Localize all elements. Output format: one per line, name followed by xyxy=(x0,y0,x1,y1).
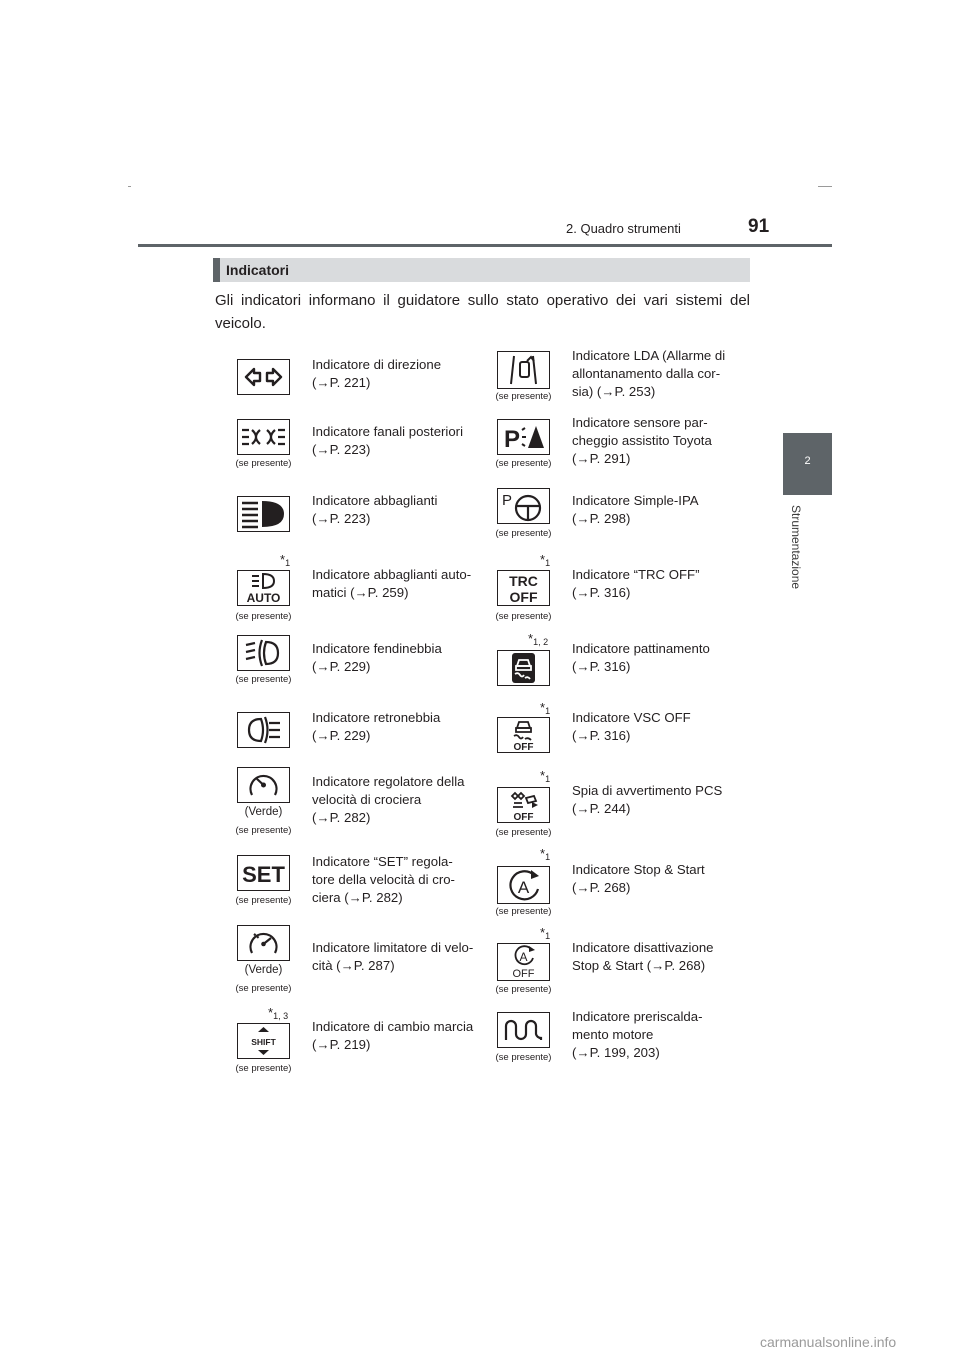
svg-text:P: P xyxy=(504,426,521,453)
left-desc-9: Indicatore di cambio marcia (→P. 219) xyxy=(312,1019,474,1052)
svg-text:TRC: TRC xyxy=(509,573,538,589)
chapter-tab-number: 2 xyxy=(804,455,811,467)
if-present-note: (se presente) xyxy=(235,825,292,836)
if-present-note: (se presente) xyxy=(235,674,292,685)
left-desc-4: Indicatore fendinebbia (→P. 229) xyxy=(312,641,442,674)
right-desc-4: Indicatore pattinamento (→P. 316) xyxy=(572,641,710,674)
right-desc-2: Indicatore Simple-IPA (→P. 298) xyxy=(572,493,699,526)
glow-plug-icon xyxy=(497,1012,550,1048)
if-present-note: (se presente) xyxy=(495,528,552,539)
green-note: (Verde) xyxy=(244,964,283,976)
left-desc-6: Indicatore regolatore della velocità di crociera (→P. 282) xyxy=(312,774,465,825)
svg-text:A: A xyxy=(519,950,528,964)
footnote-mark: $*_1$ xyxy=(540,846,551,862)
if-present-note: (se presente) xyxy=(235,983,292,994)
page-number: 91 xyxy=(748,216,770,237)
rear-fog-icon xyxy=(237,712,290,748)
svg-text:SHIFT: SHIFT xyxy=(251,1037,276,1047)
svg-text:A: A xyxy=(517,878,530,897)
pcs-icon xyxy=(497,787,550,823)
section-heading xyxy=(213,258,750,282)
if-present-note: (se presente) xyxy=(495,611,552,622)
lda-icon xyxy=(497,351,550,389)
svg-text:OFF: OFF xyxy=(513,742,534,752)
if-present-note: (se presente) xyxy=(235,895,292,906)
shift-icon xyxy=(237,1023,290,1059)
trc-off-icon xyxy=(497,570,550,606)
svg-text:OFF: OFF xyxy=(512,968,535,980)
section-heading-accent xyxy=(213,258,220,282)
section-title: Indicatori xyxy=(226,262,290,278)
left-desc-1: Indicatore fanali posteriori (→P. 223) xyxy=(312,424,464,457)
right-desc-6: Spia di avvertimento PCS (→P. 244) xyxy=(572,783,723,816)
right-desc-9: Indicatore preriscalda- mento motore (→P. 199, 203) xyxy=(572,1009,703,1060)
footnote-mark: $*_1$ xyxy=(540,768,551,784)
right-desc-3: Indicatore “TRC OFF” (→P. 316) xyxy=(572,567,700,600)
if-present-note: (se presente) xyxy=(235,1063,292,1074)
if-present-note: (se presente) xyxy=(495,827,552,838)
slip-icon xyxy=(497,650,550,686)
svg-text:SET: SET xyxy=(242,862,285,887)
front-fog-icon xyxy=(237,635,290,671)
green-note: (Verde) xyxy=(244,806,283,818)
left-desc-7: Indicatore “SET” regola- tore della velocità di cro- ciera (→P. 282) xyxy=(312,854,455,905)
header-rule xyxy=(138,244,832,247)
if-present-note: (se presente) xyxy=(495,391,552,402)
footnote-mark: $*_{1, 3}$ xyxy=(268,1005,289,1021)
chapter-title: 2. Quadro strumenti xyxy=(566,221,681,236)
left-desc-8: Indicatore limitatore di velo- cità (→P. 287) xyxy=(312,940,474,973)
chapter-tab-label: Strumentazione xyxy=(789,505,803,590)
footnote-mark: $*_1$ xyxy=(540,925,551,941)
if-present-note: (se presente) xyxy=(235,458,292,469)
footnote-mark: $*_1$ xyxy=(540,700,551,716)
left-desc-3: Indicatore abbaglianti auto- matici (→P. 259) xyxy=(312,567,472,600)
right-desc-0: Indicatore LDA (Allarme di allontanamento dalla cor- sia) (→P. 253) xyxy=(572,348,726,399)
watermark: carmanualsonline.info xyxy=(760,1334,897,1350)
set-icon xyxy=(237,855,290,891)
cruise-control-icon xyxy=(237,767,290,803)
turn-signal-icon xyxy=(237,359,290,395)
stop-start-icon xyxy=(497,866,550,904)
stop-start-off-icon xyxy=(497,943,550,981)
vsc-off-icon xyxy=(497,717,550,753)
left-desc-0: Indicatore di direzione (→P. 221) xyxy=(312,357,442,390)
right-desc-8: Indicatore disattivazione Stop & Start (→P. 268) xyxy=(572,940,714,973)
left-desc-5: Indicatore retronebbia (→P. 229) xyxy=(312,710,441,743)
svg-text:AUTO: AUTO xyxy=(246,591,281,605)
tail-lights-icon xyxy=(237,419,290,455)
right-desc-7: Indicatore Stop & Start (→P. 268) xyxy=(572,862,705,895)
left-desc-2: Indicatore abbaglianti (→P. 223) xyxy=(312,493,438,526)
if-present-note: (se presente) xyxy=(495,984,552,995)
svg-text:OFF: OFF xyxy=(509,589,538,605)
high-beam-icon xyxy=(237,496,290,532)
simple-ipa-icon xyxy=(497,488,550,524)
if-present-note: (se presente) xyxy=(495,1052,552,1063)
svg-text:OFF: OFF xyxy=(513,812,534,822)
crop-mark xyxy=(818,186,832,187)
if-present-note: (se presente) xyxy=(495,458,552,469)
if-present-note: (se presente) xyxy=(235,611,292,622)
right-desc-5: Indicatore VSC OFF (→P. 316) xyxy=(572,710,691,743)
svg-text:P: P xyxy=(502,492,513,509)
footnote-mark: $*_1$ xyxy=(280,552,291,568)
crop-mark xyxy=(128,186,131,187)
footnote-mark: $*_{1, 2}$ xyxy=(528,631,549,647)
footnote-mark: $*_1$ xyxy=(540,552,551,568)
right-desc-1: Indicatore sensore par- cheggio assistito Toyota (→P. 291) xyxy=(572,415,712,466)
if-present-note: (se presente) xyxy=(495,906,552,917)
auto-high-beam-icon xyxy=(237,570,290,606)
parking-sensor-icon xyxy=(497,419,550,455)
section-intro: Gli indicatori informano il guidatore sullo stato operativo dei vari sistemi del veicolo. xyxy=(215,292,750,332)
speed-limiter-icon xyxy=(237,925,290,961)
